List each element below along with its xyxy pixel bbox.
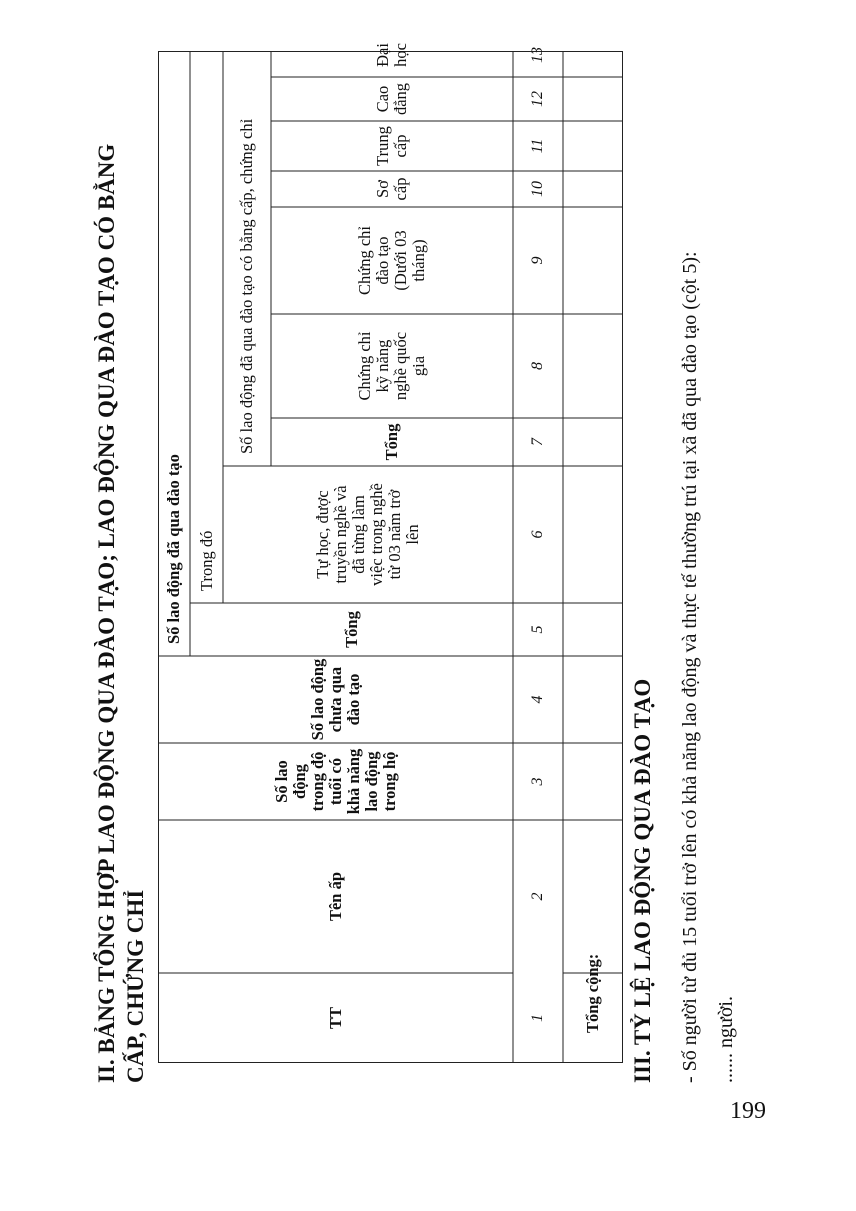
- column-number: 3: [529, 777, 546, 786]
- total-label: Tổng cộng:: [583, 953, 602, 1033]
- header-so-lao-dong-trong-do-tuoi: Số lao động trong độ tuổi có khả năng lao động trong hộ: [271, 748, 399, 815]
- header-so-lao-dong-da-qua-dao-tao: Số lao động đã qua đào tạo: [164, 454, 183, 644]
- column-number: 8: [529, 362, 546, 370]
- header-trong-do: Trong đó: [196, 530, 216, 591]
- header-ten-ap: Tên ấp: [325, 871, 345, 922]
- column-number: 5: [529, 625, 546, 634]
- column-number: 10: [529, 181, 546, 197]
- header-tt: TT: [325, 1007, 345, 1030]
- column-number: 9: [529, 256, 546, 265]
- column-number: 4: [529, 695, 546, 704]
- column-number: 13: [529, 47, 546, 63]
- column-number: 12: [529, 91, 546, 107]
- header-dai-hoc: Đại học: [373, 43, 410, 67]
- header-cao-dang: Cao đẳng: [373, 82, 410, 116]
- column-number: 1: [529, 1014, 546, 1022]
- header-so-lao-dong-chua-qua-dao-tao: Số lao động chưa qua đào tạo: [307, 658, 363, 741]
- column-number: 2: [529, 892, 546, 901]
- section-2-title-line-2: CẤP, CHỨNG CHỈ: [123, 889, 148, 1083]
- section-3-title: III. TỶ LỆ LAO ĐỘNG QUA ĐÀO TẠO: [630, 678, 655, 1083]
- header-tong: Tổng: [341, 611, 361, 648]
- column-number: 7: [529, 438, 546, 446]
- column-number: 6: [529, 530, 546, 539]
- section-3-line-1: - Số người từ đủ 15 tuổi trở lên có khả năng lao động và thực tế thường trú tại xã đã qua đào tạo (cột 5):: [679, 251, 701, 1083]
- header-so-cap: Sơ cấp: [373, 177, 410, 201]
- training-summary-table: [158, 43, 623, 1063]
- header-co-bang-cap: Số lao động đã qua đào tạo có bằng cấp, chứng chỉ: [237, 118, 256, 454]
- header-trung-cap: Trung cấp: [373, 126, 410, 166]
- column-number: 11: [529, 138, 546, 154]
- header-chung-chi-ky-nang: Chứng chỉ kỹ năng nghề quốc gia: [355, 331, 428, 401]
- section-2-title-line-1: II. BẢNG TỔNG HỢP LAO ĐỘNG QUA ĐÀO TẠO; LAO ĐỘNG QUA ĐÀO TẠO CÓ BẰNG: [94, 143, 119, 1083]
- header-tong-bang-cap: Tổng: [382, 423, 401, 461]
- section-3-line-2: ...... người.: [715, 996, 737, 1083]
- header-chung-chi-dao-tao: Chứng chỉ đào tạo (Dưới 03 tháng): [355, 226, 428, 295]
- header-tu-hoc: Tự học, được truyền nghề và đã từng làm việc trong nghề từ 03 năm trở lên: [313, 483, 422, 586]
- page-number: 199: [730, 1098, 766, 1124]
